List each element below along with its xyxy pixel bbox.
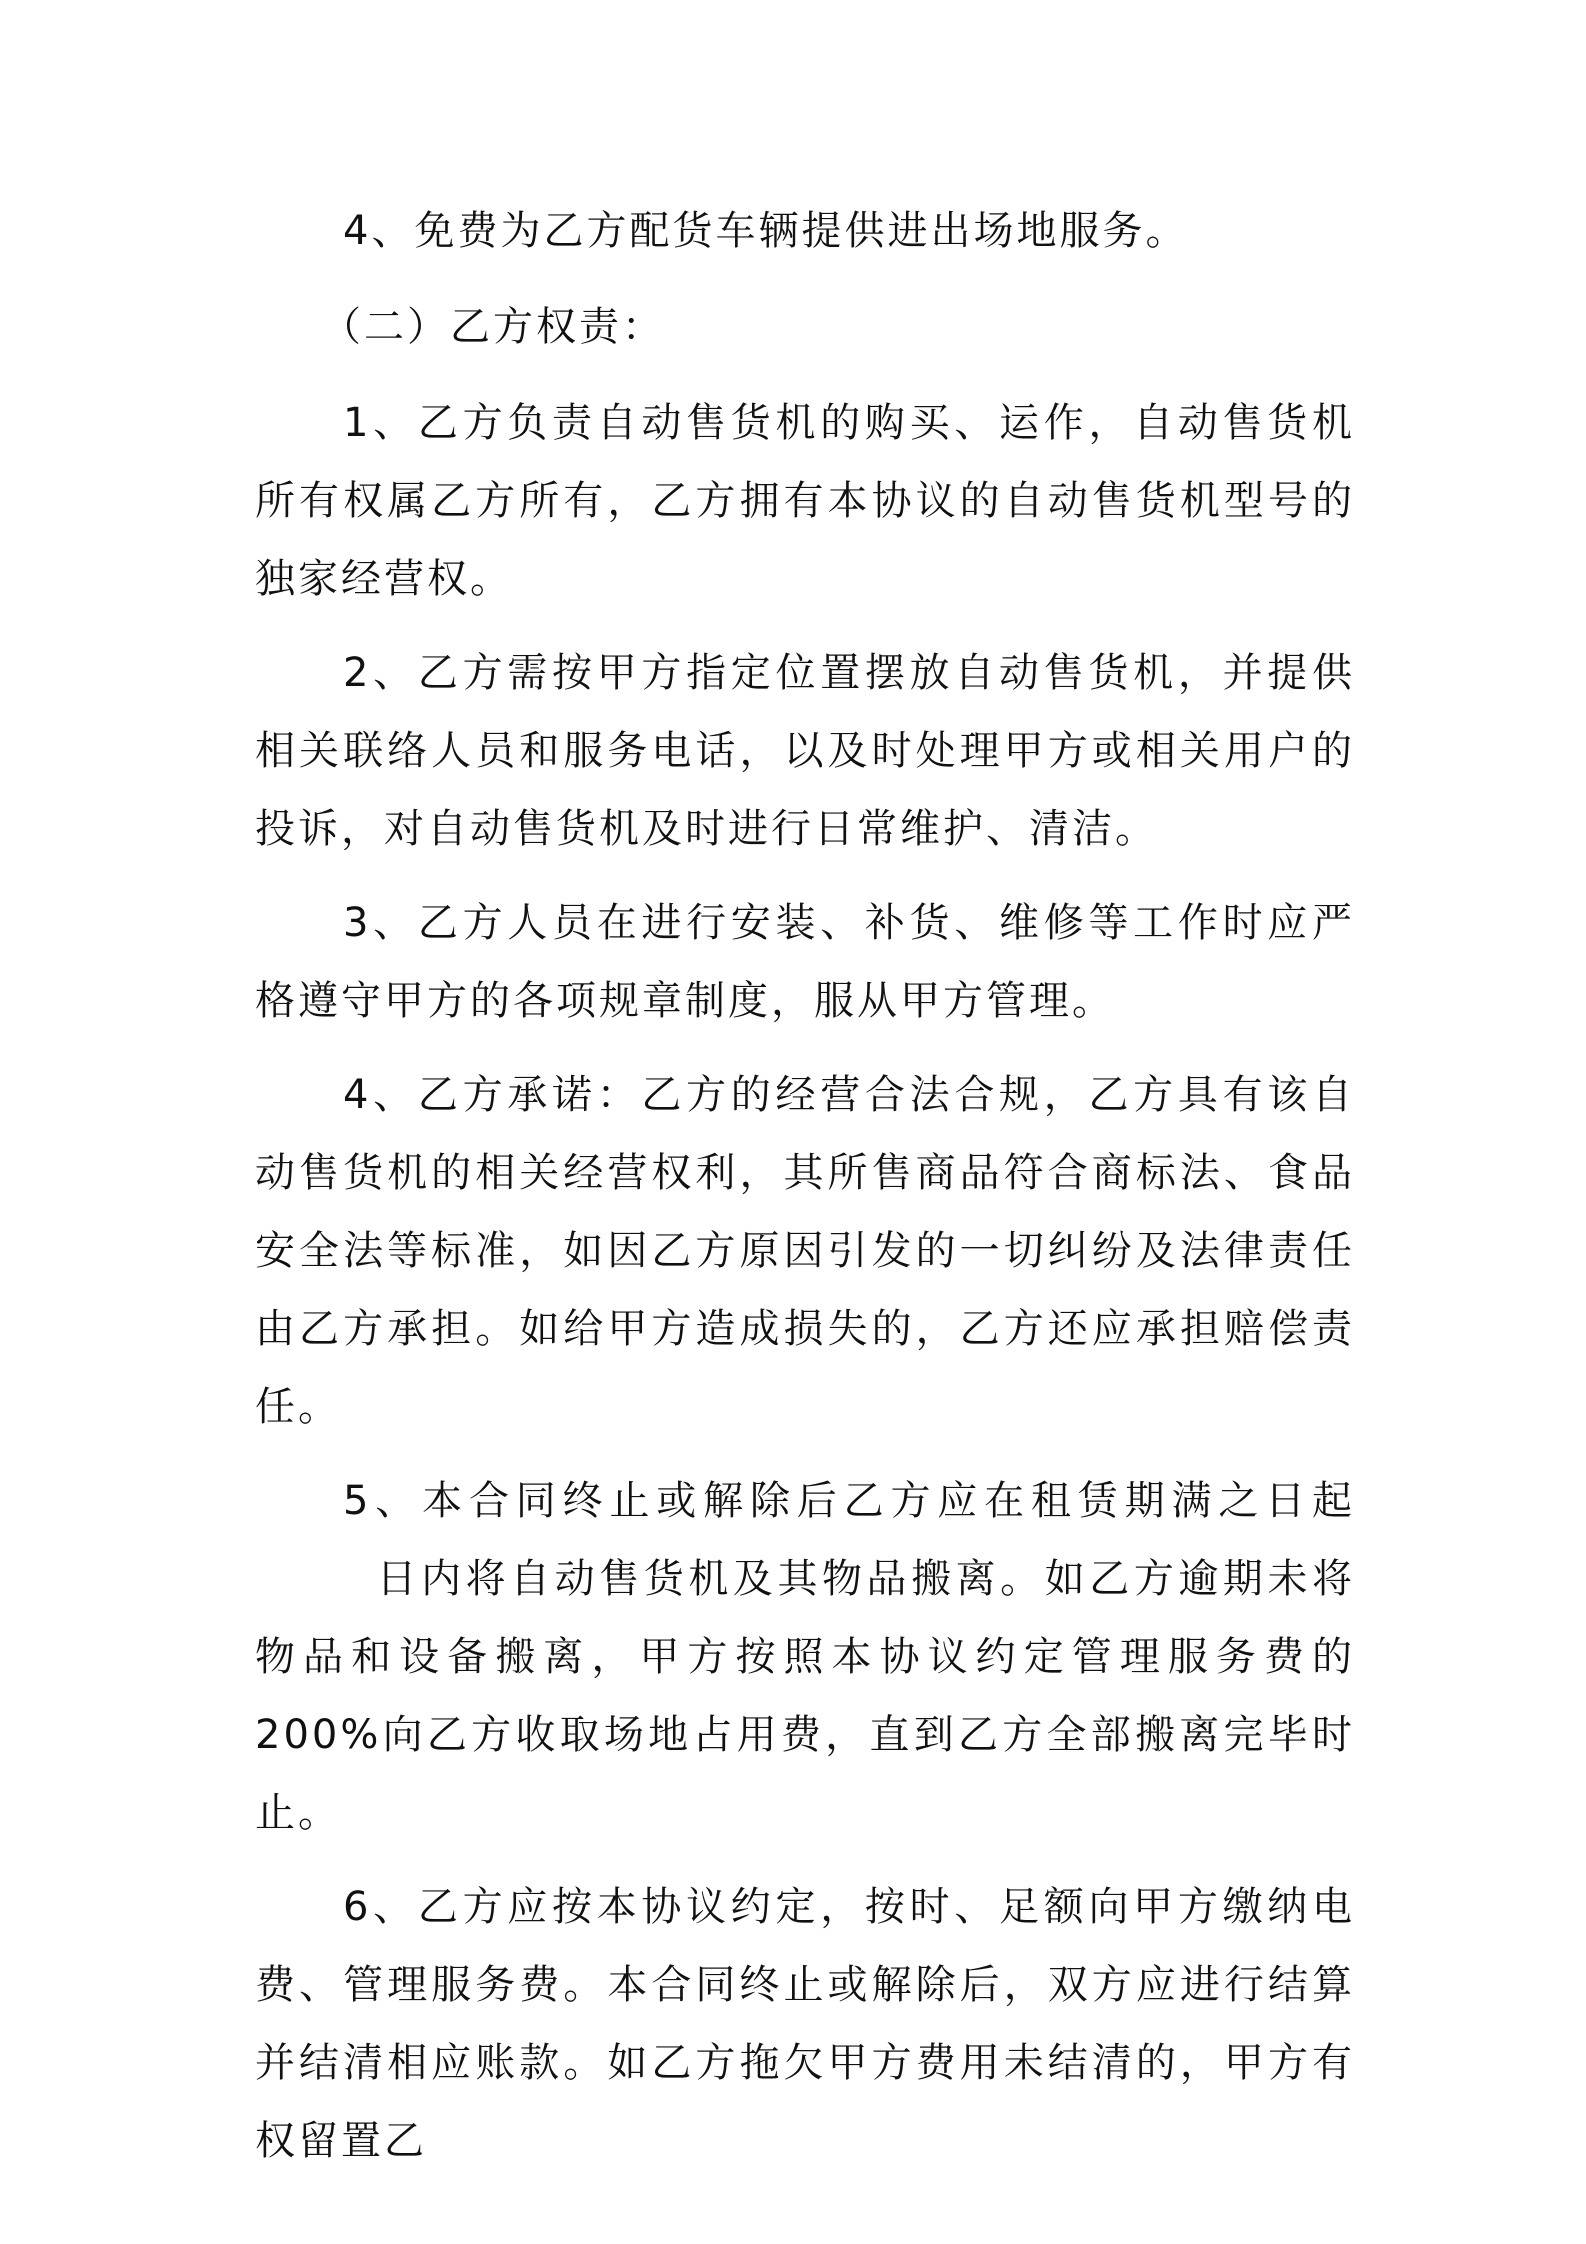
- clause-party-b-4: 4、乙方承诺：乙方的经营合法合规，乙方具有该自动售货机的相关经营权利，其所售商品符合商标法、食品安全法等标准，如因乙方原因引发的一切纠纷及法律责任由乙方承担。如给甲方造成损失的，乙方还应承担赔偿责任。: [255, 1072, 1355, 1430]
- clause-party-b-2: 2、乙方需按甲方指定位置摆放自动售货机，并提供相关联络人员和服务电话，以及时处理甲方或相关用户的投诉，对自动售货机及时进行日常维护、清洁。: [255, 650, 1355, 852]
- clause-party-b-3: 3、乙方人员在进行安装、补货、维修等工作时应严格遵守甲方的各项规章制度，服从甲方管理。: [255, 900, 1355, 1024]
- clause-party-b-6: 6、乙方应按本协议约定，按时、足额向甲方缴纳电费、管理服务费。本合同终止或解除后，双方应进行结算并结清相应账款。如乙方拖欠甲方费用未结清的，甲方有权留置乙: [255, 1884, 1355, 2164]
- clause-party-b-5-part2: 日内将自动售货机及其物品搬离。如乙方逾期未将物品和设备搬离，甲方按照本协议约定管理服务费的 200%向乙方收取场地占用费，直到乙方全部搬离完毕时止。: [255, 1556, 1355, 1836]
- clause-party-b-5-part1: 5、本合同终止或解除后乙方应在租赁期满之日起: [343, 1478, 1355, 1524]
- section-heading-party-b: （二）乙方权责：: [321, 304, 665, 350]
- clause-party-a-4: 4、免费为乙方配货车辆提供进出场地服务。: [343, 208, 1189, 254]
- clause-party-b-1: 1、乙方负责自动售货机的购买、运作，自动售货机所有权属乙方所有，乙方拥有本协议的自动售货机型号的独家经营权。: [255, 400, 1355, 602]
- clause-party-b-5: [255, 1462, 1355, 1852]
- document-body: [255, 190, 1355, 2196]
